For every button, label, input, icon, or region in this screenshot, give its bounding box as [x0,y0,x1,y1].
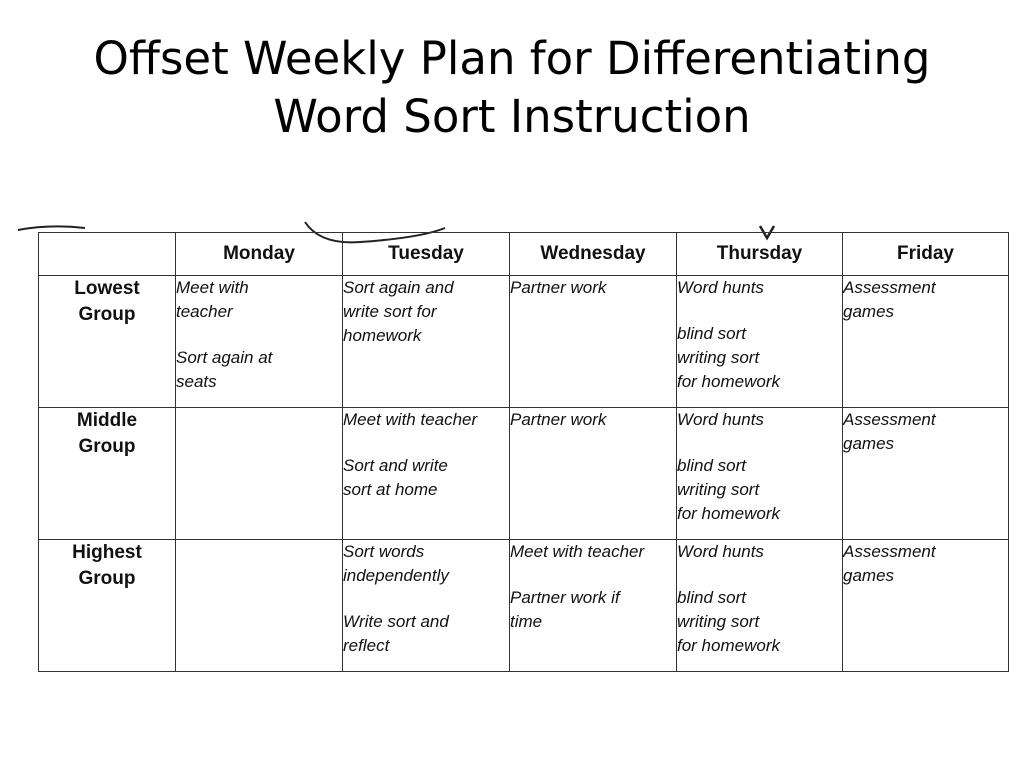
cell-text-line: Assessment [843,410,936,429]
group-label [39,276,176,408]
cell-text-line: Word hunts [677,410,764,429]
cell-tuesday [343,276,510,408]
paragraph-gap [677,564,842,586]
cell-text-line: Partner work [510,410,607,429]
cell-tuesday [343,540,510,672]
cell-text-line: seats [176,372,217,391]
slide-title [0,30,1024,146]
title-line-2: Word Sort Instruction [273,90,751,143]
cell-text-line: teacher [176,302,233,321]
cell-text-line: for homework [677,636,780,655]
cell-text-line: independently [343,566,449,585]
cell-text-line: Partner work [510,278,607,297]
cell-text-line: games [843,302,895,321]
cell-text-line: blind sort [677,588,746,607]
cell-text-line: sort at home [343,480,438,499]
cell-text-line: Word hunts [677,542,764,561]
group-label-line: Highest [72,542,142,563]
paragraph-gap [176,324,342,346]
cell-text-line: Write sort and [343,612,449,631]
cell-thursday [677,540,843,672]
cell-friday [843,276,1009,408]
cell-text-line: Partner work if [510,588,620,607]
header-monday: Monday [176,233,343,276]
cell-text-line: Sort and write [343,456,448,475]
cell-text-line: Meet with [176,278,249,297]
header-thursday: Thursday [677,233,843,276]
header-corner [39,233,176,276]
group-label-line: Group [78,568,136,589]
cell-wednesday [510,540,677,672]
cell-text-line: Word hunts [677,278,764,297]
cell-text-line: for homework [677,504,780,523]
cell-monday [176,408,343,540]
table-header-row [39,233,1009,276]
cell-wednesday [510,276,677,408]
cell-text-line: writing sort [677,348,760,367]
cell-text-line: games [843,566,895,585]
group-label-line: Group [78,436,136,457]
table-row [39,276,1009,408]
cell-tuesday [343,408,510,540]
group-label [39,408,176,540]
cell-friday [843,540,1009,672]
cell-text-line: Assessment [843,278,936,297]
cell-monday [176,276,343,408]
weekly-plan-table [38,232,1009,672]
cell-text-line: writing sort [677,480,760,499]
cell-text-line: blind sort [677,456,746,475]
cell-text-line: reflect [343,636,390,655]
cell-text-line: homework [343,326,422,345]
cell-text-line: Sort again and [343,278,454,297]
group-label-line: Group [78,304,136,325]
header-tuesday: Tuesday [343,233,510,276]
cell-text-line: writing sort [677,612,760,631]
table-body [39,276,1009,672]
header-friday: Friday [843,233,1009,276]
group-label-line: Middle [76,410,138,431]
cell-text-line: Meet with teacher [510,542,645,561]
header-wednesday: Wednesday [510,233,677,276]
group-label [39,540,176,672]
cell-text-line: Sort words [343,542,425,561]
cell-wednesday [510,408,677,540]
cell-text-line: time [510,612,543,631]
cell-text-line: blind sort [677,324,746,343]
paragraph-gap [343,588,509,610]
cell-thursday [677,276,843,408]
cell-text-line: Meet with teacher [343,410,478,429]
paragraph-gap [510,564,676,586]
cell-monday [176,540,343,672]
cell-text-line: Assessment [843,542,936,561]
cell-text-line: Sort again at [176,348,273,367]
cell-thursday [677,408,843,540]
cell-text-line: write sort for [343,302,437,321]
cell-text-line: for homework [677,372,780,391]
group-label-line: Lowest [74,278,140,299]
table-row [39,540,1009,672]
title-line-1: Offset Weekly Plan for Differentiating [93,32,931,85]
paragraph-gap [677,432,842,454]
cell-friday [843,408,1009,540]
table-row [39,408,1009,540]
paragraph-gap [677,300,842,322]
cell-text-line: games [843,434,895,453]
paragraph-gap [343,432,509,454]
